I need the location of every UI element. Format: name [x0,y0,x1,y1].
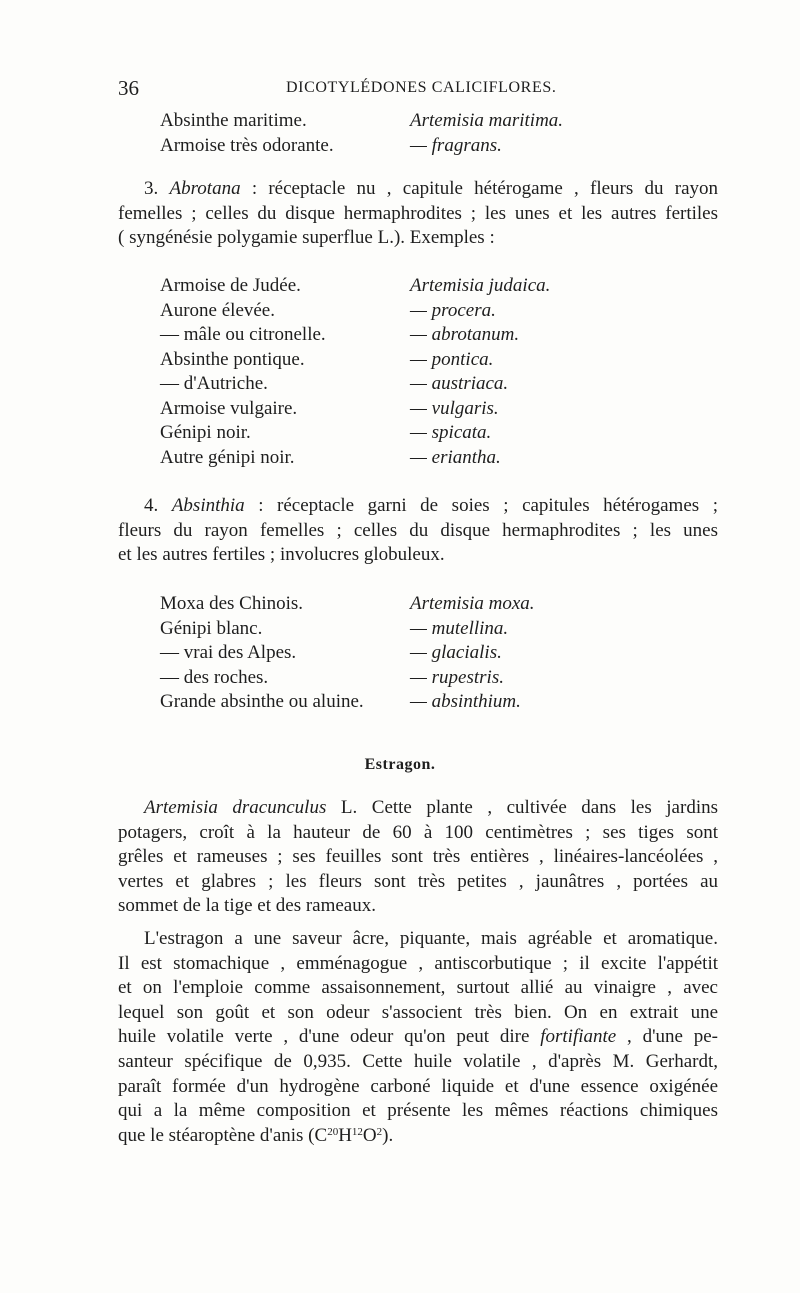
page-number: 36 [118,76,139,100]
latin-name: — rupestris. [410,666,504,688]
running-title: DICOTYLÉDONES CALICIFLORES. [286,79,557,96]
section-4-line-3: et les autres fertiles ; involucres globuleux. [118,544,445,566]
paragraph-line: huile volatile verte , d'une odeur qu'on peut dire fortifiante , d'une pe- [118,1026,718,1048]
paragraph-line-formula: que le stéaroptène d'anis $(C^{20}H^{12}O^2)$. [118,1124,394,1146]
common-name: Absinthe maritime. [160,110,307,131]
common-name: Absinthe pontique. [160,348,305,370]
common-name: Grande absinthe ou aluine. [160,691,364,712]
latin-name: — mutellina. [410,617,509,639]
common-name: Moxa des Chinois. [160,593,304,614]
paragraph-line: potagers, croît à la hauteur de 60 à 100 centimètres ; ses tiges sont [118,821,718,843]
list-item [160,421,640,446]
latin-name: Artemisia moxa. [410,593,535,614]
latin-name: — eriantha. [410,446,501,468]
section-title: Abrotana [169,178,241,199]
common-name: — des roches. [160,666,269,688]
latin-name: — absinthium. [410,691,521,712]
latin-name: Artemisia maritima. [410,110,564,131]
common-name: Armoise de Judée. [160,275,301,296]
list-item [160,348,640,373]
paragraph-line: Artemisia dracunculus L. Cette plante , cultivée dans les jardins [144,797,718,818]
section-3-line-2: femelles ; celles du disque hermaphrodites ; les unes et les autres fertiles [118,202,718,224]
common-name: Génipi blanc. [160,617,263,639]
latin-name: — procera. [410,299,496,321]
section-heading-estragon: Estragon. [364,756,436,773]
common-name: Génipi noir. [160,422,251,443]
list-item [160,109,640,134]
paragraph-estragon-description [118,796,718,919]
section-title: Absinthia [171,495,245,516]
latin-name: — abrotanum. [410,324,520,345]
paragraph-line: L'estragon a une saveur âcre, piquante, mais agréable et aromatique. [144,928,718,949]
common-name: Armoise très odorante. [160,134,334,156]
latin-name: — vulgaris. [410,397,499,419]
list-item [160,323,640,348]
section-3-line-1: 3. Abrotana : réceptacle nu , capitule hétérogame , fleurs du rayon [144,178,719,199]
paragraph-line: santeur spécifique de 0,935. Cette huile volatile , d'après M. Gerhardt, [118,1050,718,1072]
section-4-absinthia [118,494,718,568]
species-list-abrotana [160,274,640,470]
list-item [160,446,640,471]
section-4-line-2: fleurs du rayon femelles ; celles du disque hermaphrodites ; les unes [118,519,718,541]
paragraph-line: et on l'emploie comme assaisonnement, surtout allié au vinaigre , avec [118,977,718,999]
list-item [160,666,640,691]
list-item [160,592,640,617]
list-item [160,397,640,422]
common-name: — d'Autriche. [160,373,268,394]
paragraph-line: qui a la même composition et présente les mêmes réactions chimiques [118,1100,718,1122]
list-item [160,274,640,299]
latin-name: — spicata. [410,422,492,443]
list-item [160,372,640,397]
paragraph-line: vertes et glabres ; les fleurs sont très petites , jaunâtres , portées au [118,870,718,892]
list-item [160,690,640,715]
page-header [118,76,680,106]
latin-name: — pontica. [410,348,494,370]
species-list-top [160,109,640,158]
section-3-line-3: ( syngénésie polygamie superflue L.). Exemples : [118,227,495,249]
paragraph-line: paraît formée d'un hydrogène carboné liquide et d'une essence oxigénée [118,1075,718,1097]
species-list-absinthia [160,592,640,715]
common-name: Armoise vulgaire. [160,397,298,419]
latin-name: — austriaca. [410,373,509,394]
latin-name: Artemisia judaica. [410,275,551,296]
species-name: Artemisia dracunculus [144,797,327,818]
latin-name: — glacialis. [410,642,502,663]
paragraph-estragon-properties [118,927,718,1148]
common-name: — vrai des Alpes. [160,642,297,663]
paragraph-line: grêles et rameuses ; ses feuilles sont très entières , linéaires-lancéolées , [118,846,718,868]
common-name: — mâle ou citronelle. [160,324,326,345]
section-3-abrotana [118,177,718,251]
list-item [160,641,640,666]
paragraph-line: sommet de la tige et des rameaux. [118,895,376,917]
section-4-line-1: 4. Absinthia : réceptacle garni de soies ; capitules hétérogames ; [144,495,718,516]
common-name: Aurone élevée. [160,299,275,321]
section-number: 4. [144,495,159,516]
paragraph-line: Il est stomachique , emménagogue , antiscorbutique ; il excite l'appétit [118,952,718,974]
common-name: Autre génipi noir. [160,446,295,468]
list-item [160,299,640,324]
section-number: 3. [144,178,159,199]
list-item [160,134,640,159]
list-item [160,617,640,642]
latin-name: — fragrans. [410,134,502,156]
emphasis: fortifiante [540,1026,617,1048]
paragraph-line: lequel son goût et son odeur s'associent très bien. On en extrait une [118,1001,718,1023]
